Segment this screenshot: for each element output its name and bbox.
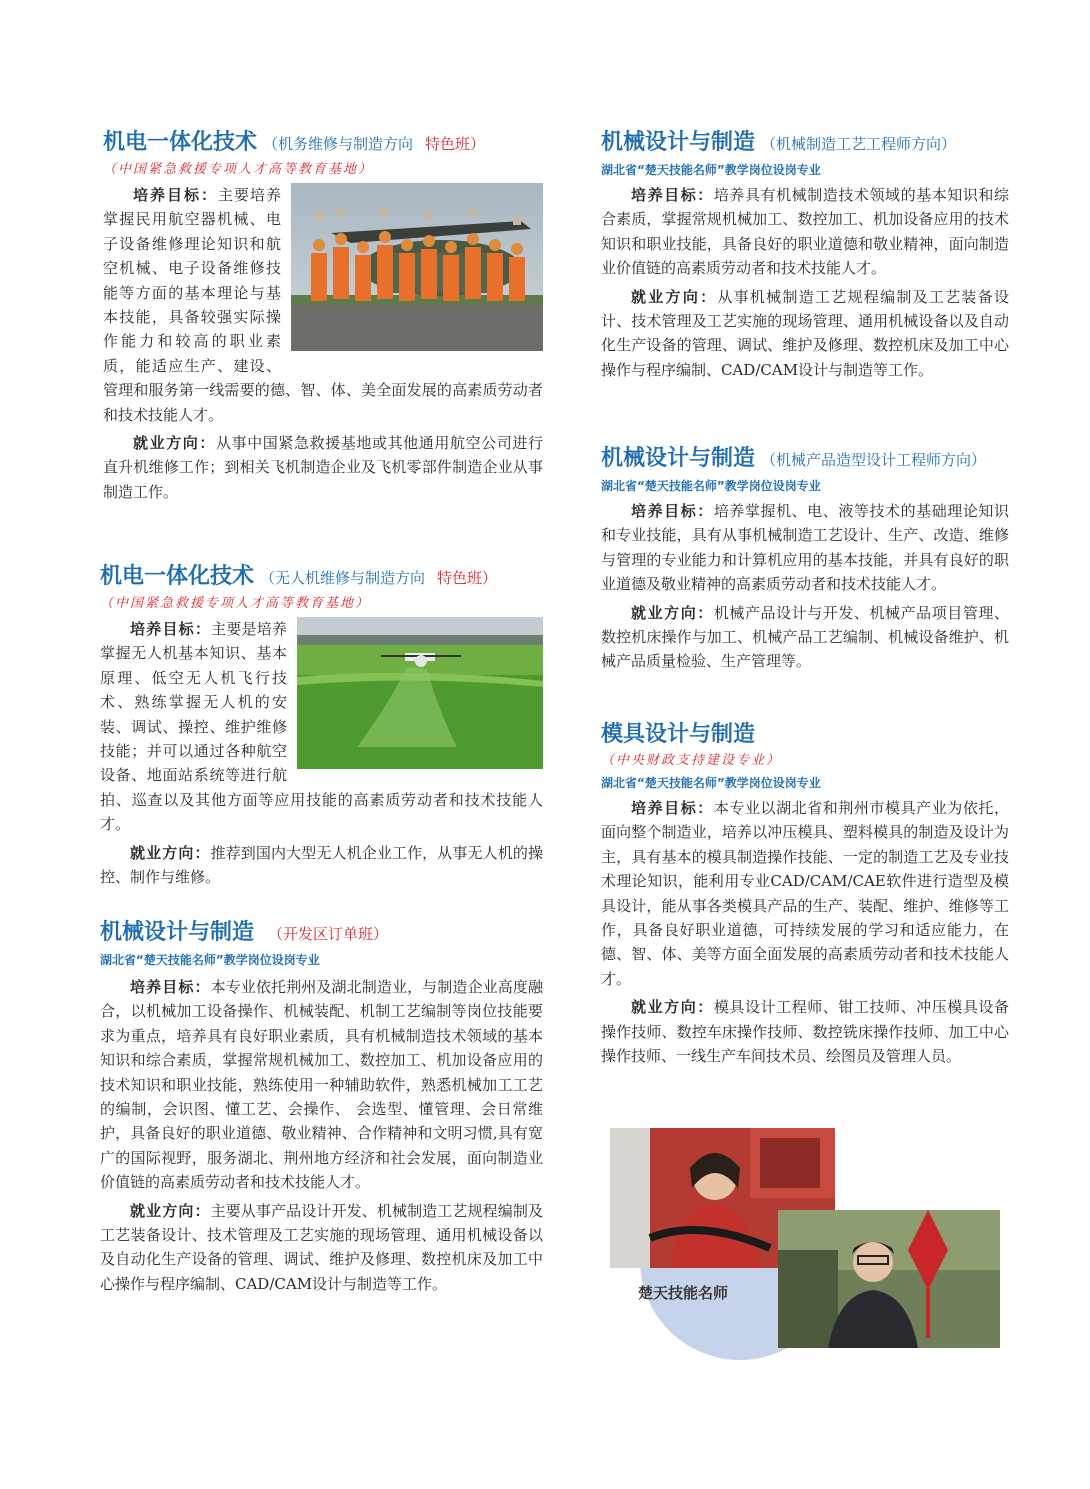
section-title: 机电一体化技术 （机务维修与制造方向 特色班） — [103, 130, 486, 155]
job-label: 就业方向： — [133, 434, 216, 453]
goal-text: 培养具有机械制造技术领域的基本知识和综合素质，掌握常规机械加工、数控加工、机加设备应用的技术知识和职业技能，具备良好的职业道德和敬业精神，面向制造业价值链的高素质劳动者和技术技能人才。 — [601, 186, 1009, 278]
goal-text: 本专业依托荆州及湖北制造业，与制造企业高度融合，以机械加工设备操作、机械装配、机制工艺编制等岗位技能要求为重点，培养具有良好职业素质，具有机械制造技术领域的基本知识和综合素质，掌握常规机械加工、数控加工、机加设备应用的技术知识和职业技能，熟练使用一种辅助软件，熟悉机械加工工艺的编制，会识图、懂工艺、会操作、 会选型、懂管理、会日常维护，具备良好的职业道德、敬业精神、合作精神和文明习惯,具有宽广的国际视野，服务湖北、荆州地方经济和社会发展，面向制造业价值链的高素质劳动者和技术技能人才。 — [100, 978, 543, 1192]
section-mechatronics-aircraft — [103, 128, 543, 504]
section-mechanical-design-order-class — [100, 918, 543, 1296]
section-note: 湖北省“楚天技能名师”教学岗位设岗专业 — [100, 953, 320, 967]
section-title: 机械设计与制造 （机械制造工艺工程师方向） — [601, 130, 957, 155]
job-text: 机械产品设计与开发、机械产品项目管理、数控机床操作与加工、机械产品工艺编制、机械设备维护、机械产品质量检验、生产管理等。 — [601, 603, 1009, 671]
section-mold-design — [601, 720, 1009, 1068]
job-label: 就业方向： — [631, 603, 714, 622]
section-title: 模具设计与制造 — [601, 722, 756, 747]
job-text: 主要从事产品设计开发、机械制造工艺规程编制及工艺装备设计、技术管理及工艺实施的现场管理、通用机械设备以及自动化生产设备的管理、调试、维护及修理、数控机床及加工中心操作与程序编制、CAD/CAM设计与制造等工作。 — [100, 1201, 543, 1293]
section-title: 机械设计与制造 （机械产品造型设计工程师方向） — [601, 446, 987, 471]
male-teacher-photo — [778, 1210, 1000, 1348]
teacher-caption: 楚天技能名师 — [638, 1284, 729, 1302]
section-note: 湖北省“楚天技能名师”教学岗位设岗专业 — [601, 479, 821, 493]
job-label: 就业方向： — [130, 843, 211, 862]
job-text: 从事机械制造工艺规程编制及工艺装备设计、技术管理及工艺实施的现场管理、通用机械设备以及自动化生产设备的管理、调试、维护及修理、数控机床及加工中心操作与程序编制、CAD/CAM设计与制造等工作。 — [601, 287, 1009, 379]
special-class-tag: 特色班） — [425, 135, 486, 153]
section-mechanical-design-process — [601, 128, 1009, 382]
goal-label: 培养目标： — [133, 186, 218, 204]
section-mechatronics-drone — [100, 562, 543, 889]
section-subtitle: （机务维修与制造方向 — [263, 135, 414, 153]
order-class-tag: （开发区订单班） — [268, 925, 389, 943]
goal-label: 培养目标： — [130, 978, 211, 996]
job-text: 推荐到国内大型无人机企业工作，从事无人机的操控、制作与维修。 — [100, 843, 543, 887]
drone-field-photo — [297, 617, 543, 769]
section-subtitle: （无人机维修与制造方向 — [260, 569, 426, 587]
job-text: 从事中国紧急救援基地或其他通用航空公司进行直升机维修工作；到相关飞机制造企业及飞机零部件制造企业从事制造工作。 — [103, 434, 543, 501]
goal-label: 培养目标： — [631, 502, 714, 520]
job-label: 就业方向： — [631, 287, 718, 306]
job-text: 模具设计工程师、钳工技师、冲压模具设备操作技师、数控车床操作技师、数控铣床操作技师、加工中心操作技师、一线生产车间技术员、绘图员及管理人员。 — [601, 998, 1009, 1066]
goal-text: 主要是培养掌握无人机基本知识、基本原理、低空无人机飞行技术、熟练掌握无人机的安装、调试、操控、维护维修技能；并可以通过各种航空设备、地面站系统等进行航拍、巡查以及其他方面等应用技能的高素质劳动者和技术技能人才。 — [100, 620, 543, 834]
section-mechanical-design-product — [601, 444, 1009, 674]
goal-text: 主要培养掌握民用航空器机械、电子设备维修理论知识和航空机械、电子设备维修技能等方面的基本理论与基本技能，具备较强实际操作能力和较高的职业素质，能适应生产、建设、管理和服务第一线需要的德、智、体、美全面发展的高素质劳动者和技术技能人才。 — [103, 186, 543, 424]
goal-label: 培养目标： — [130, 620, 212, 638]
section-title: 机械设计与制造 （开发区订单班） — [100, 920, 389, 945]
goal-text: 培养掌握机、电、液等技术的基础理论知识和专业技能，具有从事机械制造工艺设计、生产、改造、维修与管理的专业能力和计算机应用的基本技能，并具有良好的职业道德及敬业精神的高素质劳动者和技术技能人才。 — [601, 502, 1009, 594]
goal-label: 培养目标： — [631, 186, 714, 204]
section-title: 机电一体化技术 （无人机维修与制造方向 特色班） — [100, 564, 498, 589]
job-label: 就业方向： — [631, 998, 714, 1017]
job-label: 就业方向： — [130, 1201, 211, 1220]
section-note: （中国紧急救援专项人才高等教育基地） — [100, 596, 371, 611]
section-note: （中央财政支持建设专业） — [601, 753, 782, 768]
helicopter-crew-photo — [291, 183, 543, 351]
special-class-tag: 特色班） — [437, 569, 498, 587]
goal-label: 培养目标： — [631, 799, 714, 817]
section-note-2: 湖北省“楚天技能名师”教学岗位设岗专业 — [601, 776, 821, 790]
goal-text: 本专业以湖北省和荆州市模具产业为依托，面向整个制造业，培养以冲压模具、塑料模具的制造及设计为主，具有基本的模具制造操作技能、一定的制造工艺及专业技术理论知识，能利用专业CAD/CAM/CAE软件进行造型及模具设计，能从事各类模具产品的生产、装配、维护、维修等工作，具备良好职业道德，可持续发展的学习和适应能力，在德、智、体、美等方面全面发展的高素质劳动者和技术技能人才。 — [601, 799, 1009, 988]
section-subtitle: （机械产品造型设计工程师方向） — [761, 451, 987, 469]
section-note: （中国紧急救援专项人才高等教育基地） — [103, 162, 374, 177]
section-note: 湖北省“楚天技能名师”教学岗位设岗专业 — [601, 163, 821, 177]
section-subtitle: （机械制造工艺工程师方向） — [761, 135, 957, 153]
